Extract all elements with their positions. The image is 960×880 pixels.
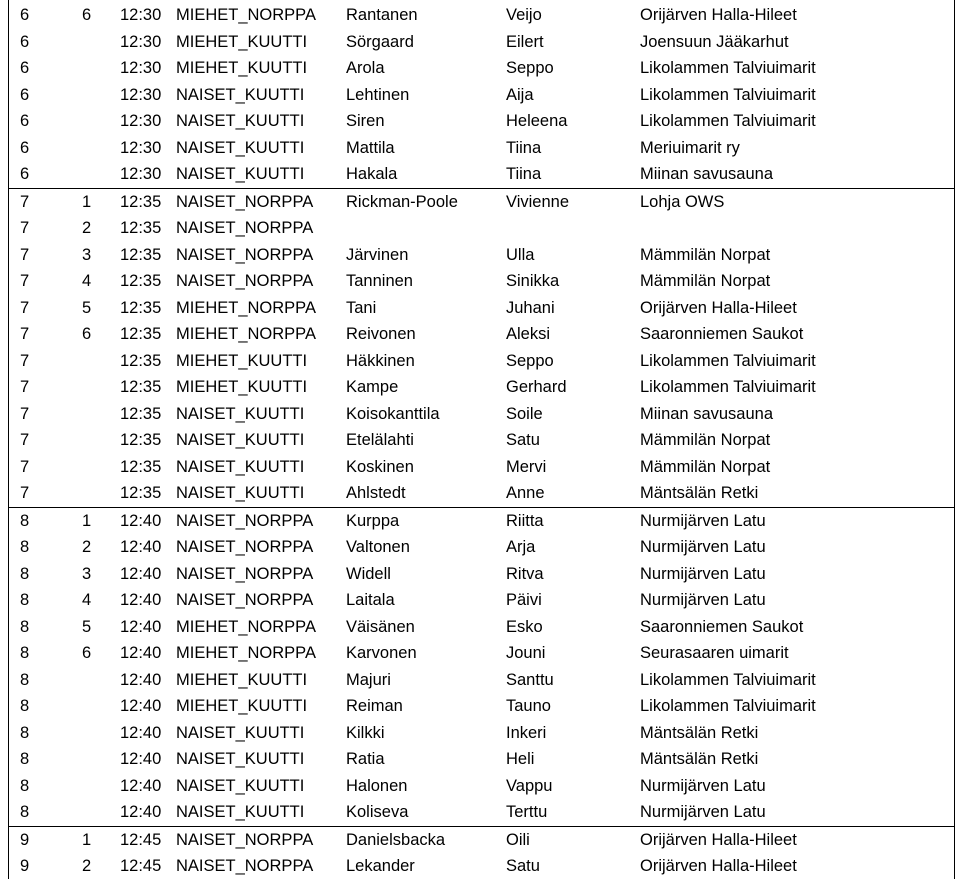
start-time-cell: 12:35: [120, 245, 162, 264]
class-cell: NAISET_NORPPA: [176, 272, 314, 290]
club-cell: Likolammen Talviuimarit: [640, 697, 816, 715]
class-cell: NAISET_KUUTTI: [176, 404, 305, 423]
table-row: [8, 799, 955, 826]
lane-cell: [82, 799, 120, 826]
heat-cell: 7: [20, 457, 30, 476]
club-cell: Likolammen Talviuimarit: [640, 85, 816, 104]
club-cell: Likolammen Talviuimarit: [640, 351, 816, 370]
first-name-cell: Riitta: [506, 507, 640, 534]
first-name-cell: Ritva: [506, 564, 544, 583]
club-cell: [640, 215, 955, 242]
start-time-cell: 12:30: [120, 112, 162, 130]
first-name-cell: Arja: [506, 538, 536, 556]
lane-cell: 4: [82, 591, 92, 609]
heat-cell: 8: [20, 644, 30, 662]
heat-cell: 8: [20, 617, 30, 636]
table-row: [8, 55, 955, 82]
table-row: [8, 480, 955, 507]
lane-cell: [82, 401, 120, 428]
first-name-cell: Tauno: [506, 697, 551, 715]
start-time-cell: 12:40: [120, 670, 162, 689]
start-time-cell: 12:40: [120, 507, 176, 534]
club-cell: Saaronniemen Saukot: [640, 617, 804, 636]
table-body: [8, 2, 955, 880]
table-row: [8, 135, 955, 162]
first-name-cell: Terttu: [506, 803, 548, 821]
table-row: [8, 268, 955, 295]
heat-cell: 7: [20, 272, 30, 290]
lane-cell: [82, 454, 120, 481]
first-name-cell: Esko: [506, 617, 543, 636]
first-name-cell: Anne: [506, 484, 545, 502]
club-cell: Likolammen Talviuimarit: [640, 670, 816, 689]
class-cell: NAISET_KUUTTI: [176, 431, 305, 449]
lane-cell: 3: [82, 564, 92, 583]
first-name-cell: Oili: [506, 826, 640, 853]
last-name-cell: Majuri: [346, 670, 391, 689]
heat-cell: 7: [20, 245, 30, 264]
start-time-cell: 12:30: [120, 59, 162, 77]
table-row: [8, 746, 955, 773]
first-name-cell: [506, 215, 640, 242]
heat-cell: 6: [20, 32, 30, 51]
club-cell: Mäntsälän Retki: [640, 723, 759, 742]
start-time-cell: 12:35: [120, 457, 162, 476]
table-row: [8, 454, 955, 481]
club-cell: Mäntsälän Retki: [640, 750, 759, 768]
heat-cell: 7: [20, 298, 30, 317]
club-cell: Mämmilän Norpat: [640, 272, 771, 290]
start-time-cell: 12:40: [120, 697, 162, 715]
table-row: [8, 614, 955, 641]
lane-cell: 3: [82, 245, 92, 264]
last-name-cell: Järvinen: [346, 245, 409, 264]
last-name-cell: Tani: [346, 298, 377, 317]
heat-cell: 6: [20, 85, 30, 104]
last-name-cell: Arola: [346, 59, 385, 77]
start-time-cell: 12:45: [120, 857, 162, 875]
class-cell: NAISET_KUUTTI: [176, 723, 305, 742]
first-name-cell: Heleena: [506, 112, 568, 130]
club-cell: Joensuun Jääkarhut: [640, 32, 789, 51]
table-row: [8, 773, 955, 800]
class-cell: MIEHET_KUUTTI: [176, 59, 308, 77]
lane-cell: 2: [82, 538, 92, 556]
heat-cell: 6: [20, 59, 30, 77]
start-time-cell: 12:40: [120, 723, 162, 742]
club-cell: Mämmilän Norpat: [640, 431, 771, 449]
last-name-cell: Sörgaard: [346, 32, 414, 51]
lane-cell: 6: [82, 6, 92, 24]
last-name-cell: Rickman-Poole: [346, 188, 506, 215]
club-cell: Saaronniemen Saukot: [640, 325, 804, 343]
club-cell: Likolammen Talviuimarit: [640, 378, 816, 396]
heat-cell: 6: [20, 6, 30, 24]
first-name-cell: Soile: [506, 404, 543, 423]
first-name-cell: Aleksi: [506, 325, 551, 343]
lane-cell: [82, 108, 120, 135]
club-cell: Nurmijärven Latu: [640, 803, 766, 821]
class-cell: NAISET_KUUTTI: [176, 138, 305, 157]
first-name-cell: Vivienne: [506, 188, 640, 215]
first-name-cell: Gerhard: [506, 378, 567, 396]
club-cell: Miinan savusauna: [640, 404, 773, 423]
class-cell: NAISET_NORPPA: [176, 857, 314, 875]
last-name-cell: Lehtinen: [346, 85, 410, 104]
class-cell: NAISET_KUUTTI: [176, 457, 305, 476]
heat-cell: 8: [20, 591, 30, 609]
table-row: [8, 561, 955, 588]
lane-cell: 4: [82, 272, 92, 290]
table-row: [8, 853, 955, 880]
class-cell: MIEHET_NORPPA: [176, 298, 316, 317]
heat-cell: 7: [20, 325, 30, 343]
class-cell: NAISET_KUUTTI: [176, 85, 305, 104]
heat-cell: 8: [8, 507, 82, 534]
heat-cell: 8: [20, 723, 30, 742]
heat-cell: 7: [20, 378, 30, 396]
heat-cell: 8: [20, 538, 30, 556]
first-name-cell: Juhani: [506, 298, 555, 317]
club-cell: Orijärven Halla-Hileet: [640, 6, 797, 24]
last-name-cell: Lekander: [346, 857, 415, 875]
start-time-cell: 12:30: [120, 138, 162, 157]
first-name-cell: Veijo: [506, 6, 542, 24]
class-cell: NAISET_NORPPA: [176, 188, 346, 215]
start-time-cell: 12:30: [120, 32, 162, 51]
class-cell: NAISET_NORPPA: [176, 538, 314, 556]
lane-cell: [82, 374, 120, 401]
lane-cell: [82, 55, 120, 82]
club-cell: Orijärven Halla-Hileet: [640, 298, 797, 317]
last-name-cell: Koisokanttila: [346, 404, 440, 423]
last-name-cell: Koskinen: [346, 457, 414, 476]
table-row: [8, 507, 955, 534]
first-name-cell: Heli: [506, 750, 535, 768]
class-cell: NAISET_NORPPA: [176, 219, 314, 237]
club-cell: Likolammen Talviuimarit: [640, 59, 816, 77]
last-name-cell: Kurppa: [346, 507, 506, 534]
club-cell: Orijärven Halla-Hileet: [640, 826, 955, 853]
class-cell: MIEHET_NORPPA: [176, 325, 316, 343]
start-time-cell: 12:35: [120, 351, 162, 370]
lane-cell: [82, 480, 120, 507]
class-cell: MIEHET_KUUTTI: [176, 351, 308, 370]
class-cell: NAISET_KUUTTI: [176, 165, 305, 183]
last-name-cell: Reiman: [346, 697, 403, 715]
last-name-cell: Widell: [346, 564, 391, 583]
table-row: [8, 640, 955, 667]
table-row: [8, 348, 955, 375]
first-name-cell: Ulla: [506, 245, 535, 264]
last-name-cell: Ratia: [346, 750, 385, 768]
table-row: [8, 161, 955, 188]
start-time-cell: 12:35: [120, 404, 162, 423]
start-time-cell: 12:45: [120, 826, 176, 853]
class-cell: NAISET_KUUTTI: [176, 776, 305, 795]
lane-cell: [82, 427, 120, 454]
first-name-cell: Inkeri: [506, 723, 547, 742]
last-name-cell: Danielsbacka: [346, 826, 506, 853]
heat-cell: 8: [20, 697, 30, 715]
first-name-cell: Satu: [506, 857, 540, 875]
heat-cell: 8: [20, 750, 30, 768]
table-row: [8, 534, 955, 561]
heat-cell: 8: [20, 776, 30, 795]
first-name-cell: Tiina: [506, 138, 542, 157]
lane-cell: [82, 82, 120, 109]
last-name-cell: Häkkinen: [346, 351, 415, 370]
first-name-cell: Mervi: [506, 457, 547, 476]
start-time-cell: 12:40: [120, 776, 162, 795]
table-row: [8, 720, 955, 747]
first-name-cell: Eilert: [506, 32, 544, 51]
club-cell: Mäntsälän Retki: [640, 484, 759, 502]
start-time-cell: 12:40: [120, 591, 162, 609]
class-cell: MIEHET_NORPPA: [176, 644, 316, 662]
last-name-cell: Reivonen: [346, 325, 416, 343]
heat-cell: 7: [8, 188, 82, 215]
start-list-table: [8, 2, 955, 880]
last-name-cell: Halonen: [346, 776, 408, 795]
table-row: [8, 82, 955, 109]
last-name-cell: Valtonen: [346, 538, 410, 556]
club-cell: Mämmilän Norpat: [640, 457, 771, 476]
first-name-cell: Päivi: [506, 591, 542, 609]
start-time-cell: 12:35: [120, 378, 162, 396]
lane-cell: 6: [82, 325, 92, 343]
table-row: [8, 427, 955, 454]
class-cell: NAISET_NORPPA: [176, 507, 346, 534]
lane-cell: [82, 667, 120, 694]
club-cell: Miinan savusauna: [640, 165, 773, 183]
lane-cell: [82, 720, 120, 747]
class-cell: MIEHET_KUUTTI: [176, 697, 308, 715]
class-cell: NAISET_KUUTTI: [176, 750, 305, 768]
first-name-cell: Satu: [506, 431, 540, 449]
class-cell: MIEHET_KUUTTI: [176, 670, 308, 689]
first-name-cell: Tiina: [506, 165, 542, 183]
table-row: [8, 667, 955, 694]
last-name-cell: Väisänen: [346, 617, 415, 636]
start-time-cell: 12:40: [120, 564, 162, 583]
lane-cell: [82, 161, 120, 188]
start-time-cell: 12:35: [120, 188, 176, 215]
club-cell: Nurmijärven Latu: [640, 591, 766, 609]
start-time-cell: 12:40: [120, 750, 162, 768]
club-cell: Likolammen Talviuimarit: [640, 112, 816, 130]
first-name-cell: Sinikka: [506, 272, 560, 290]
class-cell: NAISET_KUUTTI: [176, 803, 305, 821]
heat-cell: 7: [20, 404, 30, 423]
first-name-cell: Aija: [506, 85, 534, 104]
first-name-cell: Seppo: [506, 59, 554, 77]
table-row: [8, 826, 955, 853]
club-cell: Nurmijärven Latu: [640, 538, 766, 556]
table-row: [8, 242, 955, 269]
heat-cell: 6: [20, 138, 30, 157]
lane-cell: [82, 773, 120, 800]
last-name-cell: Siren: [346, 112, 385, 130]
heat-cell: 8: [20, 670, 30, 689]
table-row: [8, 108, 955, 135]
lane-cell: 2: [82, 857, 92, 875]
heat-cell: 8: [20, 803, 30, 821]
class-cell: MIEHET_NORPPA: [176, 617, 316, 636]
start-time-cell: 12:40: [120, 644, 162, 662]
club-cell: Mämmilän Norpat: [640, 245, 771, 264]
class-cell: MIEHET_KUUTTI: [176, 378, 308, 396]
last-name-cell: Kilkki: [346, 723, 385, 742]
table-row: [8, 295, 955, 322]
club-cell: Lohja OWS: [640, 188, 955, 215]
first-name-cell: Seppo: [506, 351, 554, 370]
start-time-cell: 12:35: [120, 219, 162, 237]
start-time-cell: 12:40: [120, 617, 162, 636]
class-cell: MIEHET_NORPPA: [176, 6, 316, 24]
lane-cell: [82, 135, 120, 162]
start-time-cell: 12:35: [120, 298, 162, 317]
class-cell: NAISET_NORPPA: [176, 826, 346, 853]
table-row: [8, 693, 955, 720]
lane-cell: 5: [82, 298, 92, 317]
last-name-cell: Hakala: [346, 165, 398, 183]
heat-cell: 6: [20, 112, 30, 130]
heat-cell: 6: [20, 165, 30, 183]
last-name-cell: Ahlstedt: [346, 484, 406, 502]
start-time-cell: 12:35: [120, 272, 162, 290]
start-time-cell: 12:30: [120, 85, 162, 104]
table-row: [8, 401, 955, 428]
heat-cell: 8: [20, 564, 30, 583]
last-name-cell: Tanninen: [346, 272, 413, 290]
club-cell: Nurmijärven Latu: [640, 507, 955, 534]
last-name-cell: Etelälahti: [346, 431, 414, 449]
table-row: [8, 215, 955, 242]
start-time-cell: 12:35: [120, 484, 162, 502]
first-name-cell: Santtu: [506, 670, 554, 689]
table-row: [8, 188, 955, 215]
table-row: [8, 374, 955, 401]
start-time-cell: 12:40: [120, 538, 162, 556]
start-time-cell: 12:35: [120, 325, 162, 343]
club-cell: Orijärven Halla-Hileet: [640, 857, 797, 875]
lane-cell: [82, 348, 120, 375]
last-name-cell: Mattila: [346, 138, 395, 157]
start-time-cell: 12:35: [120, 431, 162, 449]
club-cell: Nurmijärven Latu: [640, 564, 766, 583]
class-cell: NAISET_NORPPA: [176, 591, 314, 609]
start-time-cell: 12:30: [120, 165, 162, 183]
heat-cell: 7: [20, 431, 30, 449]
club-cell: Meriuimarit ry: [640, 138, 740, 157]
last-name-cell: [346, 215, 506, 242]
start-time-cell: 12:40: [120, 803, 162, 821]
heat-cell: 7: [20, 219, 30, 237]
last-name-cell: Kampe: [346, 378, 399, 396]
table-row: [8, 587, 955, 614]
club-cell: Nurmijärven Latu: [640, 776, 766, 795]
lane-cell: 1: [82, 826, 120, 853]
class-cell: NAISET_KUUTTI: [176, 484, 305, 502]
last-name-cell: Koliseva: [346, 803, 409, 821]
lane-cell: 5: [82, 617, 92, 636]
lane-cell: [82, 746, 120, 773]
last-name-cell: Rantanen: [346, 6, 418, 24]
class-cell: MIEHET_KUUTTI: [176, 32, 308, 51]
class-cell: NAISET_NORPPA: [176, 245, 314, 264]
table-row: [8, 2, 955, 29]
heat-cell: 7: [20, 484, 30, 502]
heat-cell: 9: [20, 857, 30, 875]
class-cell: NAISET_KUUTTI: [176, 112, 305, 130]
heat-cell: 7: [20, 351, 30, 370]
last-name-cell: Laitala: [346, 591, 395, 609]
first-name-cell: Jouni: [506, 644, 546, 662]
lane-cell: [82, 29, 120, 56]
lane-cell: 1: [82, 507, 120, 534]
start-time-cell: 12:30: [120, 6, 162, 24]
table-row: [8, 29, 955, 56]
lane-cell: [82, 693, 120, 720]
club-cell: Seurasaaren uimarit: [640, 644, 789, 662]
lane-cell: 2: [82, 219, 92, 237]
lane-cell: 6: [82, 644, 92, 662]
heat-cell: 9: [8, 826, 82, 853]
lane-cell: 1: [82, 188, 120, 215]
table-row: [8, 321, 955, 348]
last-name-cell: Karvonen: [346, 644, 417, 662]
first-name-cell: Vappu: [506, 776, 553, 795]
class-cell: NAISET_NORPPA: [176, 564, 314, 583]
